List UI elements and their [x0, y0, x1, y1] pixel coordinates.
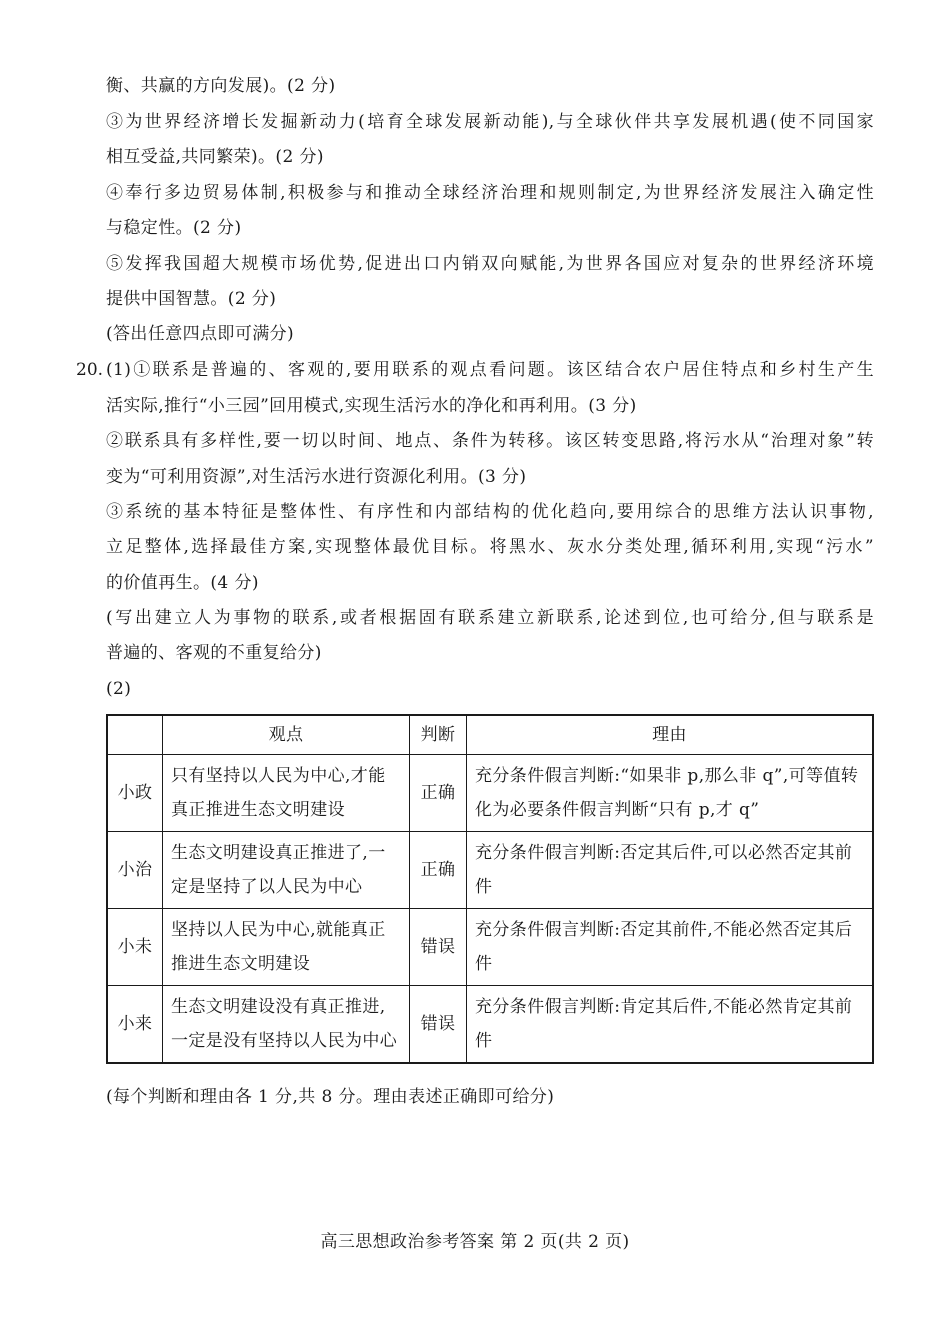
page-footer: 高三思想政治参考答案 第 2 页(共 2 页) [320, 1232, 630, 1252]
table-row [107, 909, 873, 986]
view-cell: 只有坚持以人民为中心,才能真正推进生态文明建设 [163, 755, 410, 832]
answer-point-4: ④奉行多边贸易体制,积极参与和推动全球经济治理和规则制定,为世界经济发展注入确定性 [106, 183, 874, 203]
answer-point-5: ⑤发挥我国超大规模市场优势,促进出口内销双向赋能,为世界各国应对复杂的世界经济环境 [106, 254, 874, 274]
reason-cell: 充分条件假言判断:否定其前件,不能必然否定其后件 [467, 909, 874, 986]
table-header-cell [107, 715, 163, 755]
view-cell: 生态文明建设真正推进了,一定是坚持了以人民为中心 [163, 832, 410, 909]
table-header-row [107, 715, 873, 755]
answer-line: 提供中国智慧。(2 分) [106, 289, 277, 309]
answer-line: 的价值再生。(4 分) [106, 573, 259, 593]
person-cell: 小治 [107, 832, 163, 909]
answer-line: 与稳定性。(2 分) [106, 218, 242, 238]
table-row [107, 986, 873, 1064]
table-row [107, 755, 873, 832]
judgement-cell: 错误 [410, 986, 467, 1064]
part-2-label: (2) [106, 679, 132, 699]
answer-point-3: ③为世界经济增长发掘新动力(培育全球发展新动能),与全球伙伴共享发展机遇(使不同国家 [106, 112, 874, 132]
table-header-cell: 判断 [410, 715, 467, 755]
answer-line: 变为“可利用资源”,对生活污水进行资源化利用。(3 分) [106, 467, 527, 487]
reason-cell: 充分条件假言判断:否定其后件,可以必然否定其前件 [467, 832, 874, 909]
scoring-note: 普遍的、客观的不重复给分) [106, 643, 322, 663]
table-header-cell: 理由 [467, 715, 874, 755]
judgement-cell: 错误 [410, 909, 467, 986]
person-cell: 小未 [107, 909, 163, 986]
answer-line: 衡、共赢的方向发展)。(2 分) [106, 76, 336, 96]
table-scoring-note: (每个判断和理由各 1 分,共 8 分。理由表述正确即可给分) [106, 1087, 555, 1107]
answer-line: 立足整体,选择最佳方案,实现整体最优目标。将黑水、灰水分类处理,循环利用,实现“污水” [106, 537, 874, 557]
view-cell: 生态文明建设没有真正推进,一定是没有坚持以人民为中心 [163, 986, 410, 1064]
person-cell: 小来 [107, 986, 163, 1064]
answer-line: 相互受益,共同繁荣)。(2 分) [106, 147, 324, 167]
table-header-cell: 观点 [163, 715, 410, 755]
scoring-note: (答出任意四点即可满分) [106, 324, 295, 344]
answer-part-1-point-3: ③系统的基本特征是整体性、有序性和内部结构的优化趋向,要用综合的思维方法认识事物, [106, 502, 874, 522]
view-cell: 坚持以人民为中心,就能真正推进生态文明建设 [163, 909, 410, 986]
scoring-note: (写出建立人为事物的联系,或者根据固有联系建立新联系,论述到位,也可给分,但与联系是 [106, 608, 874, 628]
judgement-cell: 正确 [410, 755, 467, 832]
answer-part-1-point-1: (1)①联系是普遍的、客观的,要用联系的观点看问题。该区结合农户居住特点和乡村生产生 [106, 360, 874, 380]
judgement-cell: 正确 [410, 832, 467, 909]
question-number: 20. [76, 360, 104, 380]
reason-cell: 充分条件假言判断:肯定其后件,不能必然肯定其前件 [467, 986, 874, 1064]
table-row [107, 832, 873, 909]
answer-line: 活实际,推行“小三园”回用模式,实现生活污水的净化和再利用。(3 分) [106, 396, 637, 416]
reason-cell: 充分条件假言判断:“如果非 p,那么非 q”,可等值转化为必要条件假言判断“只有 p,才 q” [467, 755, 874, 832]
answer-table [106, 714, 874, 1064]
person-cell: 小政 [107, 755, 163, 832]
answer-part-1-point-2: ②联系具有多样性,要一切以时间、地点、条件为转移。该区转变思路,将污水从“治理对象”转 [106, 431, 874, 451]
